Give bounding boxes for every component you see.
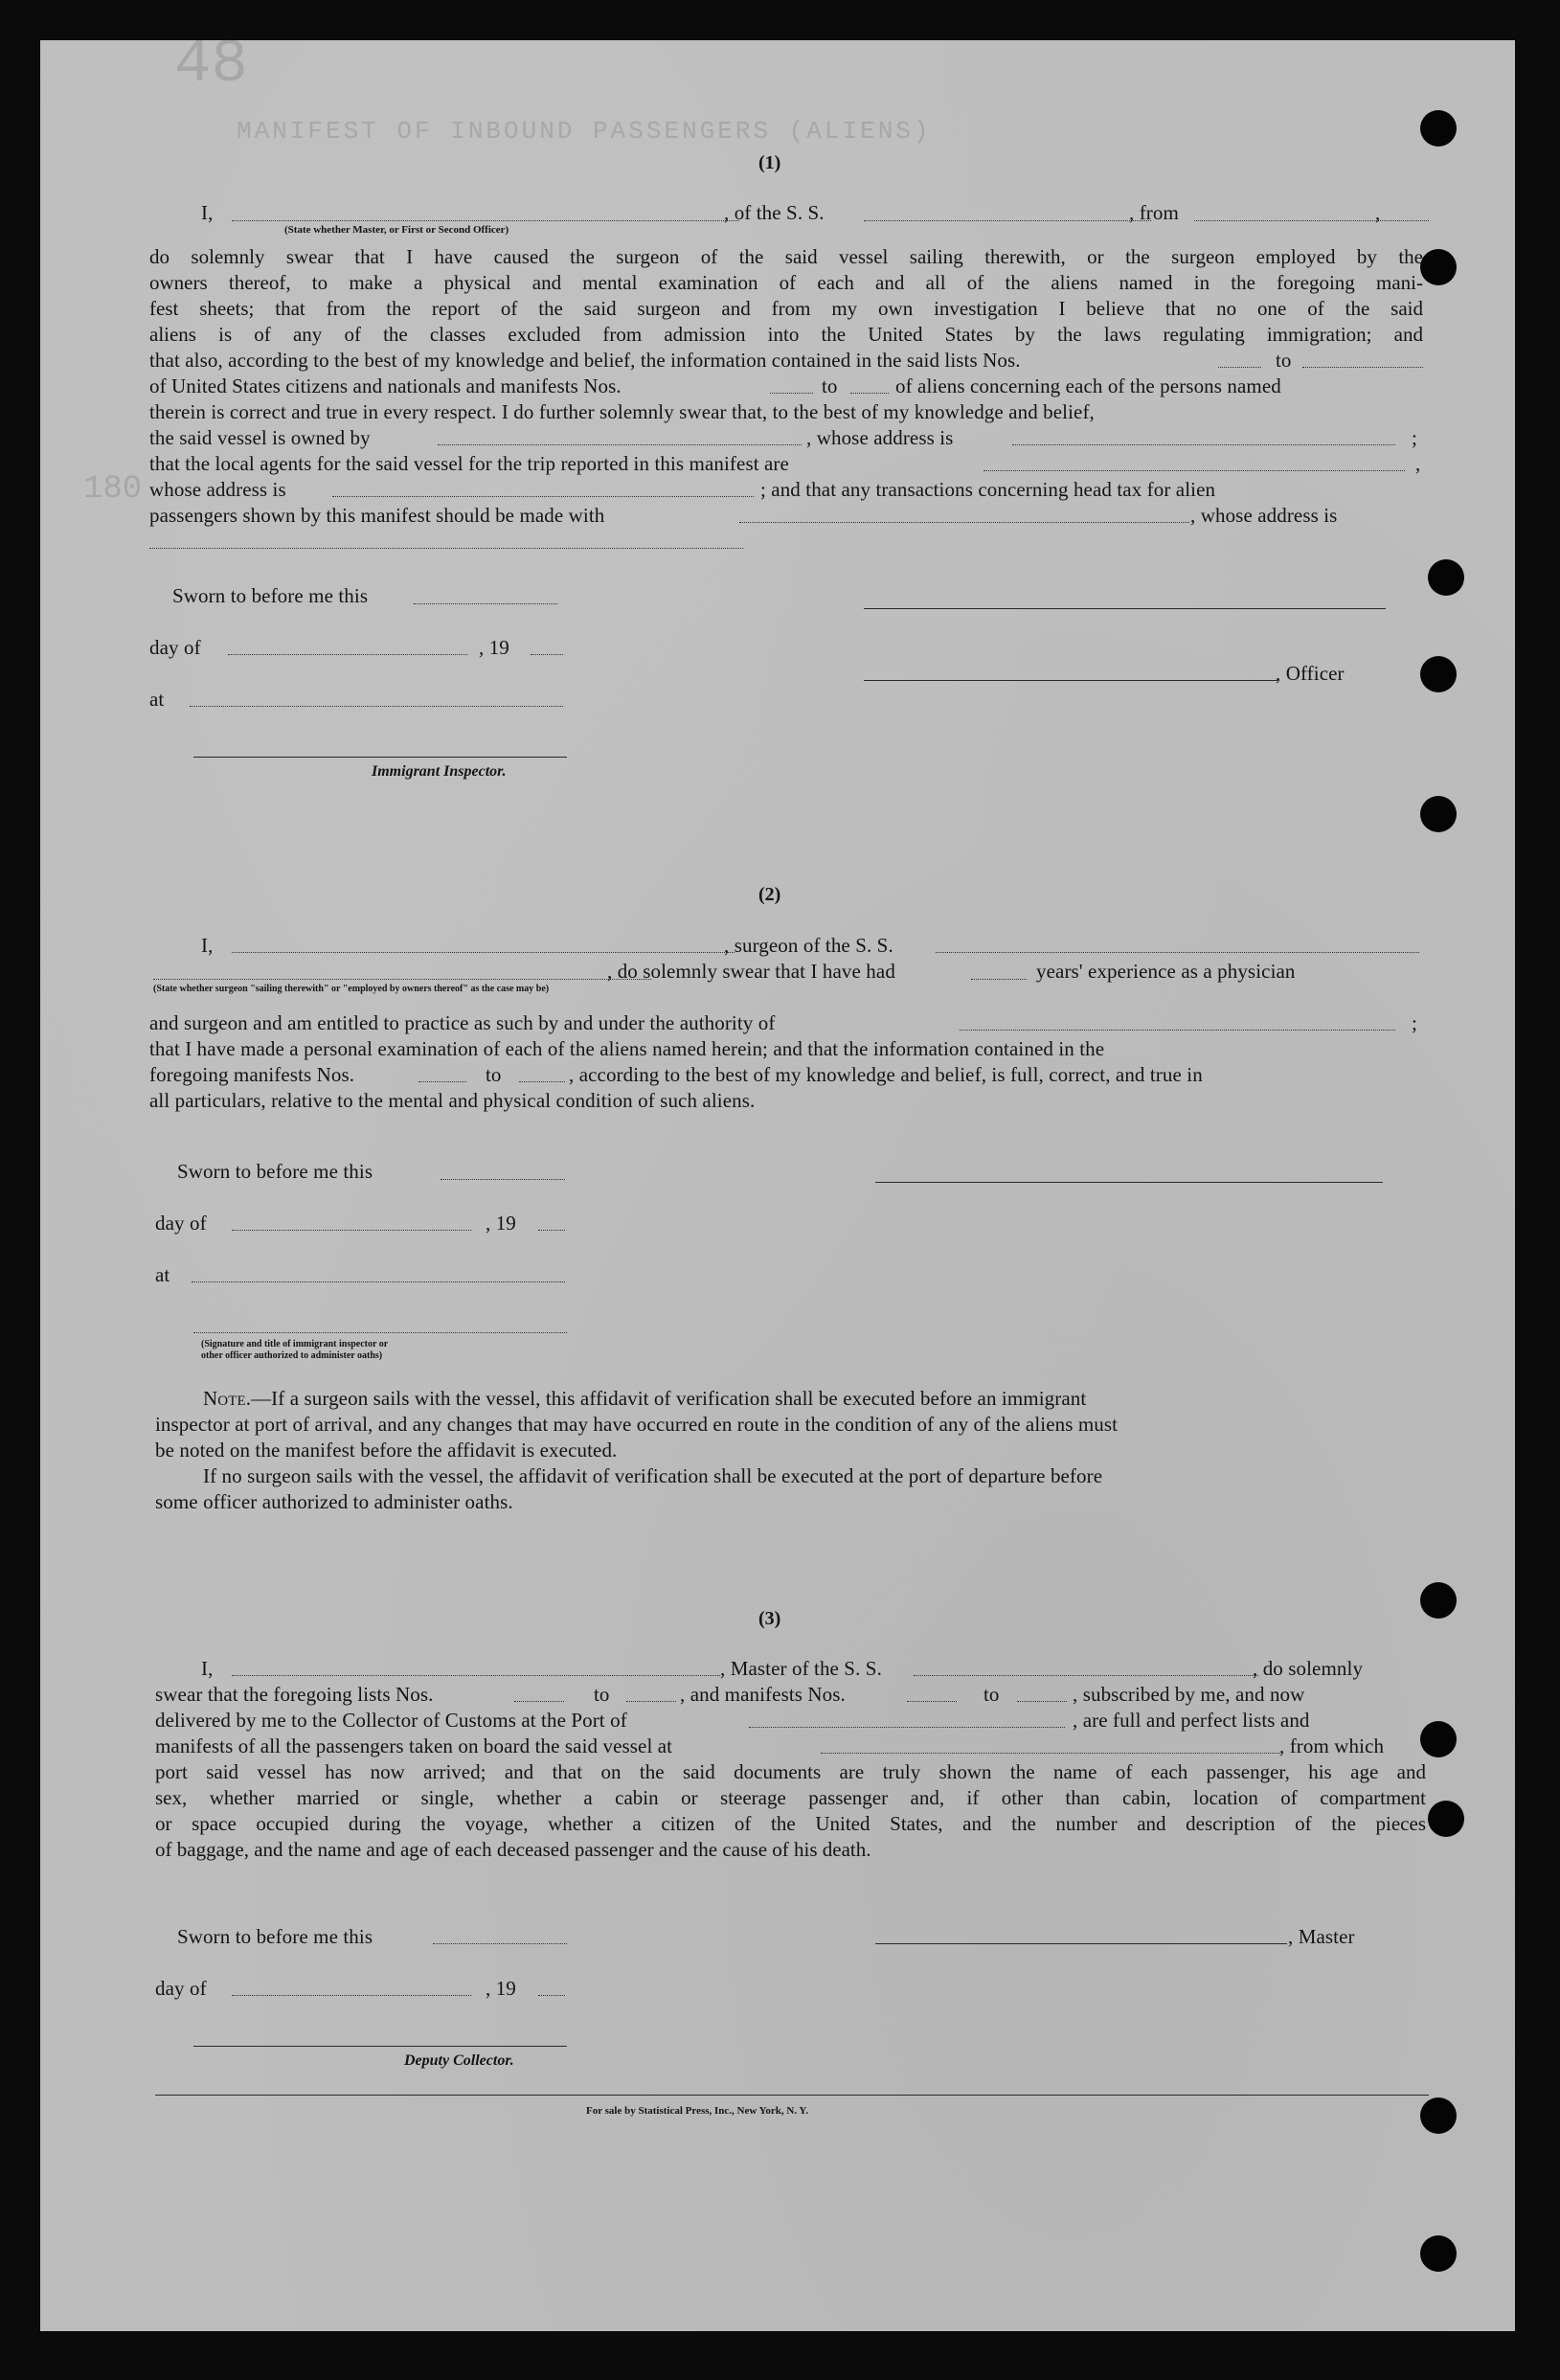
section-number: (3): [758, 1608, 781, 1629]
manifests-from-field[interactable]: [907, 1701, 957, 1702]
passengers-text: passengers shown by this manifest should be made with: [149, 504, 605, 527]
punch-hole: [1420, 110, 1457, 147]
lists-from-field[interactable]: [1218, 367, 1261, 368]
section1-body: [149, 244, 1423, 348]
note-line-3: be noted on the manifest before the affidavit is executed.: [155, 1439, 618, 1462]
year-label: , 19: [486, 1977, 516, 2000]
officer-label: , Officer: [1276, 662, 1345, 685]
authority-field[interactable]: [960, 1030, 1395, 1031]
years-experience-text: years' experience as a physician: [1036, 960, 1296, 983]
years-field[interactable]: [971, 979, 1027, 980]
punch-hole: [1428, 1801, 1464, 1837]
lists-to-field[interactable]: [626, 1701, 676, 1702]
manifests-to-field[interactable]: [519, 1081, 565, 1082]
section3-body: [155, 1759, 1426, 1863]
owned-by-label: the said vessel is owned by: [149, 426, 371, 449]
sworn-label: Sworn to before me this: [172, 584, 369, 607]
signature-line[interactable]: [875, 1182, 1383, 1183]
inspector-signature-line[interactable]: [193, 757, 567, 758]
owner-address-field[interactable]: [1012, 444, 1395, 445]
punch-hole: [1420, 1721, 1457, 1757]
note-line-4: If no surgeon sails with the vessel, the affidavit of verification shall be executed at the port of departure before: [203, 1464, 1103, 1487]
lists-nos-text: that also, according to the best of my knowledge and belief, the information contained in the said lists Nos.: [149, 349, 1021, 372]
body-line: owners thereof, to make a physical and mental examination of each and all of the aliens named in the foregoing mani-: [149, 271, 1423, 294]
note-line-1: [203, 1386, 1086, 1411]
surgeon-ship-field[interactable]: [936, 952, 1419, 953]
of-ss-label: , of the S. S.: [724, 201, 825, 224]
year-field[interactable]: [531, 654, 563, 655]
officer-signature-line[interactable]: [864, 680, 1277, 681]
at-field[interactable]: [192, 1281, 565, 1282]
full-perfect-text: , are full and perfect lists and: [1073, 1709, 1310, 1732]
day-of-field[interactable]: [232, 1995, 471, 1996]
and-manifests-text: , and manifests Nos.: [680, 1683, 846, 1706]
at-field[interactable]: [190, 706, 563, 707]
whose-address-end: , whose address is: [1190, 504, 1338, 527]
foregoing-rest-text: , according to the best of my knowledge and belief, is full, correct, and true in: [569, 1063, 1203, 1086]
intro-I: I,: [201, 934, 214, 957]
intro-I: I,: [201, 201, 214, 224]
master-name-field[interactable]: [232, 1675, 720, 1676]
body-line: of baggage, and the name and age of each deceased passenger and the cause of his death.: [155, 1838, 871, 1861]
inspector-signature-line[interactable]: [193, 1332, 567, 1333]
ghost-number: 48: [174, 31, 248, 100]
surgeon-of-label: , surgeon of the S. S.: [724, 934, 893, 957]
officer-hint: (State whether Master, or First or Second Officer): [284, 224, 509, 236]
body-line: sex, whether married or single, whether a cabin or steerage passenger and, if other than cabin, location of compartment: [155, 1786, 1426, 1809]
from-port-field[interactable]: [1194, 220, 1429, 221]
ship-name-field[interactable]: [864, 220, 1151, 221]
manifests-from-field[interactable]: [770, 393, 813, 394]
deputy-collector-label: Deputy Collector.: [404, 2052, 514, 2069]
surgeon-status-field[interactable]: [153, 979, 651, 980]
punch-hole: [1420, 796, 1457, 832]
ghost-left-number: 180: [83, 471, 143, 508]
sworn-date-field[interactable]: [433, 1943, 567, 1944]
personal-exam-text: that I have made a personal examination of each of the aliens named herein; and that the information contained in the: [149, 1037, 1105, 1060]
to-label: to: [822, 374, 838, 397]
manifests-from-field[interactable]: [418, 1081, 466, 1082]
signature-hint-1: (Signature and title of immigrant inspector or: [201, 1339, 389, 1349]
correct-text: therein is correct and true in every respect. I do further solemnly swear that, to the best of my knowledge and belief,: [149, 400, 1095, 423]
aliens-text: of aliens concerning each of the persons named: [895, 374, 1281, 397]
lists-from-field[interactable]: [514, 1701, 564, 1702]
master-signature-line[interactable]: [875, 1943, 1287, 1944]
punch-hole: [1420, 2097, 1457, 2134]
owner-field[interactable]: [438, 444, 802, 445]
to-label: to: [1276, 349, 1292, 372]
section-number: (2): [758, 884, 781, 905]
day-of-field[interactable]: [232, 1230, 471, 1231]
port-field[interactable]: [749, 1727, 1065, 1728]
embark-port-field[interactable]: [821, 1753, 1280, 1754]
head-tax-party-field[interactable]: [739, 522, 1189, 523]
punch-hole: [1420, 2235, 1457, 2272]
note-line-5: some officer authorized to administer oaths.: [155, 1490, 513, 1513]
comma: ,: [1375, 201, 1381, 224]
to-label: to: [983, 1683, 1000, 1706]
note-label: Note.: [203, 1387, 252, 1410]
citizens-text: of United States citizens and nationals and manifests Nos.: [149, 374, 622, 397]
punch-hole: [1428, 559, 1464, 596]
whose-address-label: , whose address is: [806, 426, 954, 449]
printer-credit: For sale by Statistical Press, Inc., New York, N. Y.: [586, 2105, 809, 2117]
body-line: port said vessel has now arrived; and that on the said documents are truly shown the name of each passenger, his age and: [155, 1760, 1426, 1783]
intro-I: I,: [201, 1657, 214, 1680]
collector-signature-line[interactable]: [193, 2046, 567, 2047]
day-of-label: day of: [155, 1212, 207, 1235]
to-label: to: [486, 1063, 502, 1086]
foregoing-manifests-text: foregoing manifests Nos.: [149, 1063, 355, 1086]
at-label: at: [149, 688, 165, 711]
body-line: do solemnly swear that I have caused the surgeon of the said vessel sailing therewith, or the surgeon employed by the: [149, 245, 1423, 268]
particulars-text: all particulars, relative to the mental and physical condition of such aliens.: [149, 1089, 756, 1112]
year-label: , 19: [486, 1212, 516, 1235]
year-label: , 19: [479, 636, 509, 659]
day-of-label: day of: [149, 636, 201, 659]
day-of-field[interactable]: [228, 654, 467, 655]
do-solemnly-text: , do solemnly swear that I have had: [607, 960, 895, 983]
body-line: aliens is of any of the classes excluded from admission into the United States by the laws regulating immigration; and: [149, 323, 1423, 346]
sworn-date-field[interactable]: [414, 603, 557, 604]
ghost-header: MANIFEST OF INBOUND PASSENGERS (ALIENS): [237, 117, 932, 146]
local-agents-field[interactable]: [983, 470, 1405, 471]
footer-rule: [155, 2095, 1429, 2096]
head-tax-text: ; and that any transactions concerning head tax for alien: [760, 478, 1216, 501]
sworn-label: Sworn to before me this: [177, 1160, 373, 1183]
from-which-text: , from which: [1279, 1734, 1385, 1757]
punch-hole: [1420, 1582, 1457, 1619]
document-page: [40, 31, 1515, 2331]
manifests-all-text: manifests of all the passengers taken on board the said vessel at: [155, 1734, 673, 1757]
swear-lists-text: swear that the foregoing lists Nos.: [155, 1683, 434, 1706]
from-label: , from: [1129, 201, 1179, 224]
lists-to-field[interactable]: [1302, 367, 1423, 368]
year-field[interactable]: [538, 1995, 565, 1996]
punch-hole: [1420, 249, 1457, 285]
year-field[interactable]: [538, 1230, 565, 1231]
local-agents-text: that the local agents for the said vessel for the trip reported in this manifest are: [149, 452, 789, 475]
subscribed-text: , subscribed by me, and now: [1073, 1683, 1305, 1706]
officer-name-field[interactable]: [232, 220, 739, 221]
note-line-2: inspector at port of arrival, and any changes that may have occurred en route in the condition of any of the aliens must: [155, 1413, 1119, 1436]
semicolon: ;: [1412, 1011, 1417, 1034]
do-solemnly-label: , do solemnly: [1253, 1657, 1364, 1680]
manifests-to-field[interactable]: [1017, 1701, 1067, 1702]
body-line: fest sheets; that from the report of the said surgeon and from my own investigation I believe that no one of the said: [149, 297, 1423, 320]
head-tax-address-field[interactable]: [149, 548, 743, 549]
at-label: at: [155, 1263, 170, 1286]
surgeon-name-field[interactable]: [232, 952, 735, 953]
note-text: —If a surgeon sails with the vessel, this affidavit of verification shall be executed before an immigrant: [251, 1387, 1087, 1410]
section-number: (1): [758, 152, 781, 173]
whose-address-lead: whose address is: [149, 478, 286, 501]
signature-hint-2: other officer authorized to administer oaths): [201, 1350, 383, 1361]
delivered-text: delivered by me to the Collector of Customs at the Port of: [155, 1709, 627, 1732]
sworn-date-field[interactable]: [441, 1179, 565, 1180]
practice-text: and surgeon and am entitled to practice as such by and under the authority of: [149, 1011, 776, 1034]
to-label: to: [594, 1683, 610, 1706]
sworn-label: Sworn to before me this: [177, 1925, 373, 1948]
surgeon-hint: (State whether surgeon "sailing therewith" or "employed by owners thereof" as the case may be): [153, 984, 550, 994]
semicolon: ;: [1412, 426, 1417, 449]
master-of-label: , Master of the S. S.: [720, 1657, 882, 1680]
signature-line[interactable]: [864, 608, 1386, 609]
agents-address-field[interactable]: [332, 496, 754, 497]
immigrant-inspector-label: Immigrant Inspector.: [372, 763, 507, 780]
body-line: or space occupied during the voyage, whether a citizen of the United States, and the number and description of the pieces: [155, 1812, 1426, 1835]
manifests-to-field[interactable]: [850, 393, 889, 394]
day-of-label: day of: [155, 1977, 207, 2000]
master-label: , Master: [1288, 1925, 1355, 1948]
master-ship-field[interactable]: [914, 1675, 1258, 1676]
punch-hole: [1420, 656, 1457, 692]
comma: ,: [1415, 452, 1421, 475]
